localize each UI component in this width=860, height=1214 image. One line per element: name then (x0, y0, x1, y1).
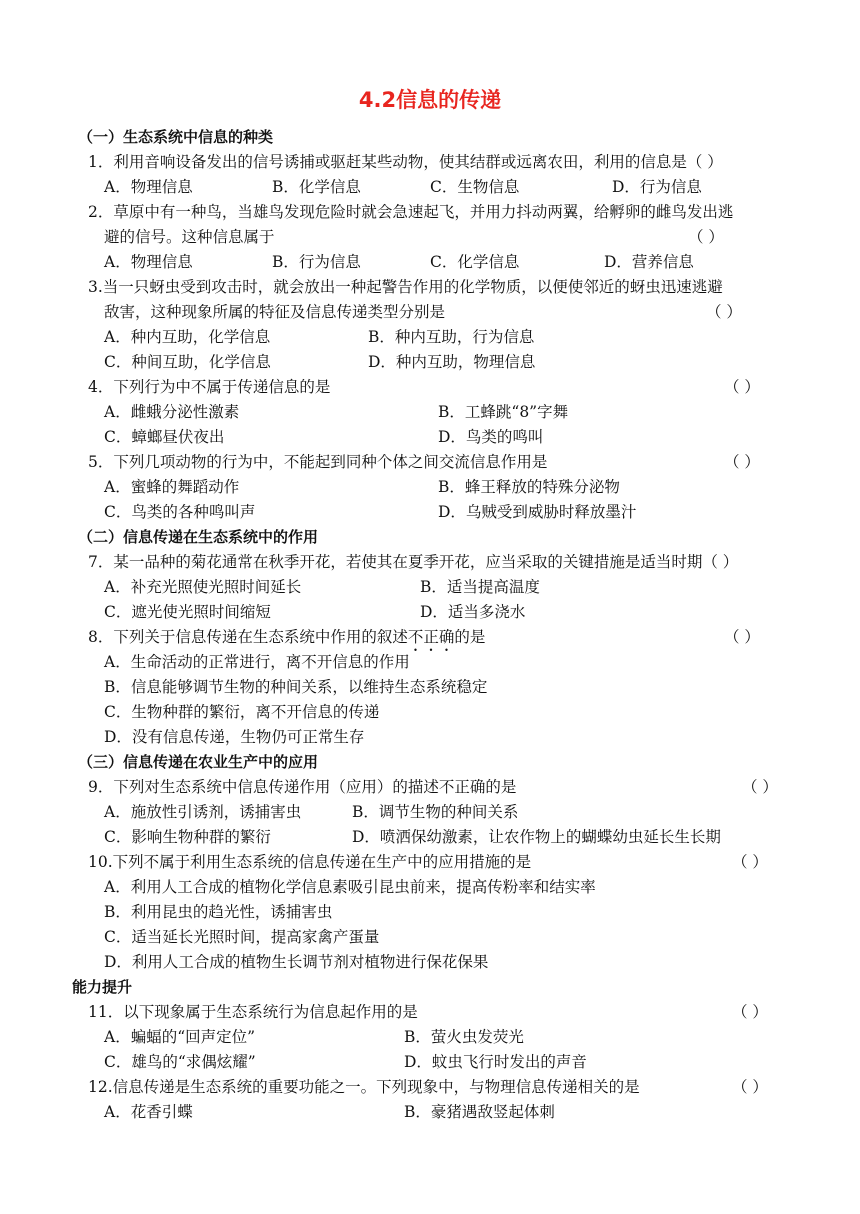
question-3-stem: 3.当一只蚜虫受到攻击时，就会放出一种起警告作用的化学物质，以便使邻近的蚜虫迅速逃避 (88, 278, 723, 296)
option: D．种内互助，物理信息 (368, 353, 536, 371)
emphasis-text: 不正确 (407, 628, 455, 646)
question-3-options-row1 (0, 325, 860, 350)
option: A．利用人工合成的植物化学信息素吸引昆虫前来，提高传粉率和结实率 (104, 878, 596, 896)
option: B．化学信息 (272, 178, 361, 196)
answer-blank: （ ） (724, 453, 760, 471)
question-9-options-row1 (0, 800, 860, 825)
option: B．豪猪遇敌竖起体刺 (404, 1103, 555, 1121)
option: B．利用昆虫的趋光性，诱捕害虫 (104, 903, 333, 921)
option: A．物理信息 (104, 178, 193, 196)
option: B．工蜂跳“8”字舞 (438, 403, 569, 421)
option: A．蝙蝠的“回声定位” (104, 1028, 256, 1046)
question-4-stem: 4．下列行为中不属于传递信息的是 (88, 378, 331, 396)
question-3-stem-cont: 敌害，这种现象所属的特征及信息传递类型分别是 (104, 303, 446, 321)
stem-text: 8．下列关于信息传递在生态系统中作用的叙述 (88, 628, 408, 646)
option: C．鸟类的各种鸣叫声 (104, 503, 256, 521)
option: A．物理信息 (104, 253, 193, 271)
option: D．行为信息 (612, 178, 702, 196)
page-title: 4.2信息的传递 (358, 88, 502, 112)
option: B．适当提高温度 (420, 578, 540, 596)
option: A．花香引蝶 (104, 1103, 193, 1121)
option: D．蚊虫飞行时发出的声音 (404, 1053, 587, 1071)
answer-blank: （ ） (742, 778, 778, 796)
option: A．生命活动的正常进行，离不开信息的作用 (104, 653, 410, 671)
question-8-stem (88, 625, 485, 650)
question-4-options-row2 (0, 425, 860, 450)
option: B．信息能够调节生物的种间关系，以维持生态系统稳定 (104, 678, 488, 696)
option: A．补充光照使光照时间延长 (104, 578, 302, 596)
question-5-options-row1 (0, 475, 860, 500)
option: B．行为信息 (272, 253, 361, 271)
question-3-options-row2 (0, 350, 860, 375)
option: D．营养信息 (604, 253, 694, 271)
option: D．没有信息传递，生物仍可正常生存 (104, 728, 365, 746)
answer-blank: （ ） (732, 1078, 768, 1096)
question-10-stem: 10.下列不属于利用生态系统的信息传递在生产中的应用措施的是 (88, 853, 532, 871)
option: A．施放性引诱剂，诱捕害虫 (104, 803, 302, 821)
option: A．种内互助，化学信息 (104, 328, 271, 346)
answer-blank: （ ） (724, 378, 760, 396)
question-1-options (0, 175, 860, 200)
section-heading: （一）生态系统中信息的种类 (78, 128, 274, 146)
option: B．调节生物的种间关系 (352, 803, 519, 821)
option: D．喷洒保幼激素，让农作物上的蝴蝶幼虫延长生长期 (352, 828, 721, 846)
option: C．蟑螂昼伏夜出 (104, 428, 225, 446)
option: B．种内互助，行为信息 (368, 328, 535, 346)
question-9-stem: 9．下列对生态系统中信息传递作用（应用）的描述不正确的是 (88, 778, 517, 796)
option: C．种间互助，化学信息 (104, 353, 271, 371)
option: D．鸟类的鸣叫 (438, 428, 544, 446)
option: B．萤火虫发荧光 (404, 1028, 524, 1046)
section-heading: 能力提升 (72, 978, 133, 996)
option: C．生物种群的繁衍，离不开信息的传递 (104, 703, 380, 721)
question-7-stem: 7．某一品种的菊花通常在秋季开花，若使其在夏季开花，应当采取的关键措施是适当时期（ ） (88, 553, 739, 571)
stem-text: 的是 (454, 628, 486, 646)
option: C．化学信息 (430, 253, 520, 271)
option: A．雌蛾分泌性激素 (104, 403, 240, 421)
question-11-stem: 11．以下现象属于生态系统行为信息起作用的是 (88, 1003, 418, 1021)
answer-blank: （ ） (724, 628, 760, 646)
option: C．雄鸟的“求偶炫耀” (104, 1053, 256, 1071)
question-5-stem: 5．下列几项动物的行为中，不能起到同种个体之间交流信息作用是 (88, 453, 548, 471)
option: A．蜜蜂的舞蹈动作 (104, 478, 240, 496)
answer-blank: （ ） (732, 1003, 768, 1021)
answer-blank: （ ） (688, 228, 724, 246)
question-2-stem: 2．草原中有一种鸟，当雄鸟发现危险时就会急速起飞，并用力抖动两翼，给孵卵的雌鸟发出逃 (88, 203, 734, 221)
question-1-stem: 1．利用音响设备发出的信号诱捕或驱赶某些动物，使其结群或远离农田，利用的信息是（ ） (88, 153, 723, 171)
question-7-options-row2 (0, 600, 860, 625)
answer-blank: （ ） (706, 303, 742, 321)
question-2-options (0, 250, 860, 275)
option: C．适当延长光照时间，提高家禽产蛋量 (104, 928, 380, 946)
question-4-options-row1 (0, 400, 860, 425)
option: C．生物信息 (430, 178, 520, 196)
option: C．遮光使光照时间缩短 (104, 603, 271, 621)
option: B．蜂王释放的特殊分泌物 (438, 478, 620, 496)
option: D．适当多浇水 (420, 603, 526, 621)
question-7-options-row1 (0, 575, 860, 600)
question-12-options-row1 (0, 1100, 860, 1125)
question-11-options-row2 (0, 1050, 860, 1075)
option: D．乌贼受到威胁时释放墨汁 (438, 503, 637, 521)
section-heading: （二）信息传递在生态系统中的作用 (78, 528, 319, 546)
question-11-options-row1 (0, 1025, 860, 1050)
option: D．利用人工合成的植物生长调节剂对植物进行保花保果 (104, 953, 489, 971)
option: C．影响生物种群的繁衍 (104, 828, 271, 846)
question-5-options-row2 (0, 500, 860, 525)
question-9-options-row2 (0, 825, 860, 850)
answer-blank: （ ） (732, 853, 768, 871)
question-12-stem: 12.信息传递是生态系统的重要功能之一。下列现象中，与物理信息传递相关的是 (88, 1078, 640, 1096)
question-2-stem-cont: 避的信号。这种信息属于 (104, 228, 275, 246)
section-heading: （三）信息传递在农业生产中的应用 (78, 753, 319, 771)
